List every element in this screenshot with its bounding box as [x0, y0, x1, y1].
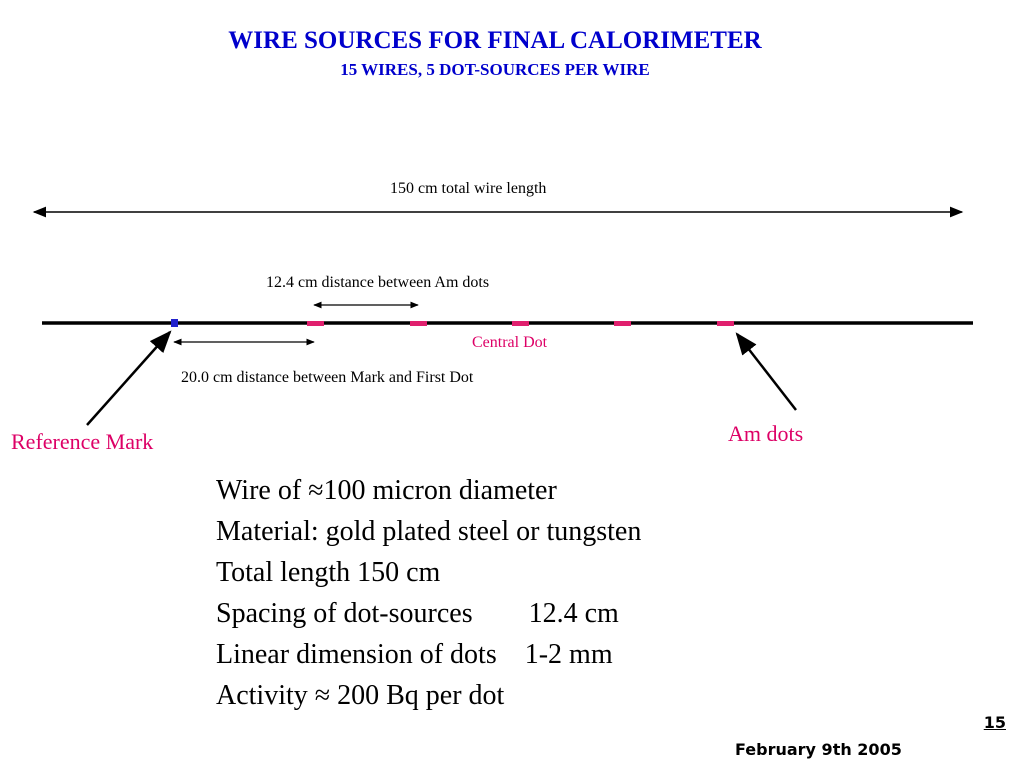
- spec-item: Activity ≈ 200 Bq per dot: [216, 680, 505, 711]
- page-number: 15: [983, 713, 1006, 732]
- spec-item: Wire of ≈100 micron diameter: [216, 475, 557, 506]
- page-subtitle: 15 WIRES, 5 DOT-SOURCES PER WIRE: [340, 60, 650, 79]
- spacing-label: 12.4 cm distance between Am dots: [266, 274, 490, 291]
- am-dots-pointer: [737, 334, 796, 410]
- spec-list: [216, 470, 641, 716]
- reference-mark-label: Reference Mark: [11, 429, 154, 454]
- total-length-label: 150 cm total wire length: [390, 180, 547, 197]
- am-dot-central: [512, 321, 529, 326]
- spec-item: Material: gold plated steel or tungsten: [216, 516, 642, 547]
- reference-mark-pointer: [87, 332, 170, 425]
- reference-mark: [171, 319, 178, 327]
- am-dot: [614, 321, 631, 326]
- am-dot: [410, 321, 427, 326]
- central-dot-label: Central Dot: [472, 334, 548, 351]
- am-dot: [307, 321, 324, 326]
- footer-date: February 9th 2005: [735, 740, 902, 759]
- page-title: WIRE SOURCES FOR FINAL CALORIMETER: [228, 27, 762, 54]
- mark-to-first-label: 20.0 cm distance between Mark and First Dot: [181, 369, 474, 386]
- spec-item: Spacing of dot-sources 12.4 cm: [216, 598, 619, 629]
- spec-item: Total length 150 cm: [216, 557, 441, 588]
- am-dots-label: Am dots: [728, 421, 804, 446]
- spec-item: Linear dimension of dots 1-2 mm: [216, 639, 613, 670]
- am-dot: [717, 321, 734, 326]
